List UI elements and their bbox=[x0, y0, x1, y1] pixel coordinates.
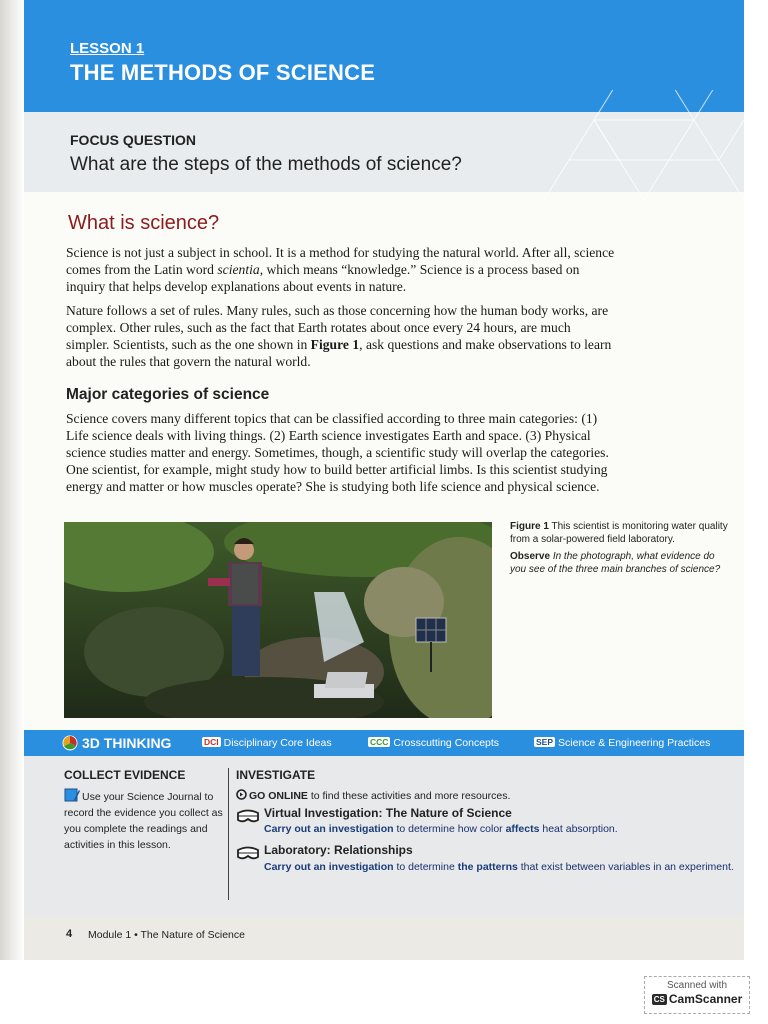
paragraph-text: Nature follows a set of rules. Many rules, such as those concerning how the human body works, are complex. Other rules, such as the fact that Earth rotates about once every 24 hours, are much simpler. Scientists, such as the one shown in bbox=[66, 303, 609, 352]
dci-label: Disciplinary Core Ideas bbox=[223, 737, 332, 749]
ccc-tag bbox=[368, 730, 499, 756]
desc-text: to determine how color bbox=[393, 823, 506, 835]
watermark-line2 bbox=[645, 992, 749, 1006]
3d-thinking-bar bbox=[24, 730, 744, 756]
watermark-brand: CamScanner bbox=[668, 992, 743, 1006]
concept-phrase: affects bbox=[505, 823, 540, 835]
page-footer bbox=[24, 916, 744, 960]
focus-question-text: What are the steps of the methods of science? bbox=[70, 154, 462, 175]
figure-caption bbox=[510, 520, 730, 576]
collect-evidence-heading: COLLECT EVIDENCE bbox=[64, 768, 186, 782]
desc-text: heat absorption. bbox=[539, 823, 618, 835]
safety-goggles-icon bbox=[236, 844, 260, 862]
investigate-heading: INVESTIGATE bbox=[236, 768, 316, 782]
ccc-badge: CCC bbox=[370, 737, 389, 747]
practice-phrase: Carry out an investigation bbox=[264, 823, 394, 835]
laboratory-desc bbox=[264, 861, 734, 873]
camscanner-logo-icon: CS bbox=[653, 995, 665, 1004]
concept-phrase: the patterns bbox=[457, 861, 518, 873]
figure-caption-text: This scientist is monitoring water quality from a solar-powered field laboratory. bbox=[510, 521, 728, 545]
lesson-number: LESSON 1 bbox=[70, 40, 145, 57]
desc-text: that exist between variables in an experiment. bbox=[517, 861, 734, 873]
go-online-text: to find these activities and more resources. bbox=[307, 790, 511, 802]
3d-thinking-title: 3D THINKING bbox=[82, 735, 172, 751]
figure-reference: Figure 1 bbox=[310, 337, 360, 352]
camscanner-watermark bbox=[644, 976, 750, 1014]
go-online-line bbox=[236, 789, 510, 802]
observe-label: Observe bbox=[510, 551, 551, 562]
virtual-investigation-title[interactable]: Virtual Investigation: The Nature of Science bbox=[264, 806, 512, 820]
3d-thinking-logo-icon bbox=[62, 735, 78, 751]
latin-term: scientia bbox=[217, 262, 260, 277]
paragraph-nature-rules bbox=[66, 302, 616, 370]
science-journal-icon bbox=[64, 788, 80, 802]
section-heading-what-is-science: What is science? bbox=[68, 212, 220, 234]
sep-label: Science & Engineering Practices bbox=[558, 737, 711, 749]
dci-badge: DCI bbox=[204, 737, 219, 747]
go-online-icon bbox=[236, 789, 247, 800]
virtual-investigation-desc bbox=[264, 823, 618, 835]
scientist-field-lab-photo bbox=[64, 522, 492, 718]
page-edge-shadow bbox=[0, 0, 24, 960]
go-online-link[interactable]: GO ONLINE bbox=[249, 790, 308, 802]
ccc-label: Crosscutting Concepts bbox=[393, 737, 500, 749]
sep-tag bbox=[534, 730, 710, 756]
triangle-pattern-decoration bbox=[504, 90, 744, 200]
module-name: Module 1 • The Nature of Science bbox=[88, 929, 245, 941]
desc-text: to determine bbox=[393, 861, 458, 873]
paragraph-text: Science is not just a subject in school. It is a method for studying the natural world. After all, science comes from the Latin word bbox=[66, 245, 615, 277]
lesson-title: THE METHODS OF SCIENCE bbox=[70, 60, 376, 85]
sep-badge: SEP bbox=[536, 737, 554, 747]
watermark-line1: Scanned with bbox=[666, 980, 728, 991]
practice-phrase: Carry out an investigation bbox=[264, 861, 394, 873]
paragraph-science-definition bbox=[66, 244, 616, 295]
textbook-page bbox=[24, 0, 744, 960]
observe-question: In the photograph, what evidence do you see of the three main branches of science? bbox=[510, 551, 721, 575]
paragraph-text: , ask questions and make observations to learn about the rules that govern the natural world. bbox=[66, 337, 612, 369]
paragraph-text: , which means “knowledge.” Science is a process based on inquiry that helps develop explanations about events in nature. bbox=[66, 262, 580, 294]
laboratory-title[interactable]: Laboratory: Relationships bbox=[264, 843, 413, 857]
focus-question-label: FOCUS QUESTION bbox=[70, 132, 197, 148]
paragraph-major-categories: Science covers many different topics that can be classified according to three main categories: (1) Life science deals with living things. (2) Earth science investigates Earth and space. (3) Physical science studies matter and energy. Sometimes, though, a scientific study will overlap the categories. One scientist, for example, might study how to build better artificial limbs. Is this scientist studying energy and matter or how muscles operate? She is studying both life science and physical science. bbox=[66, 411, 609, 494]
collect-evidence-body: Use your Science Journal to record the evidence you collect as you complete the readings and activities in this lesson. bbox=[64, 791, 223, 851]
page-number: 4 bbox=[66, 928, 73, 940]
dci-tag bbox=[202, 730, 332, 756]
collect-evidence-text bbox=[64, 788, 224, 853]
safety-goggles-icon bbox=[236, 807, 260, 825]
section-heading-major-categories: Major categories of science bbox=[66, 386, 270, 403]
column-divider bbox=[228, 768, 229, 900]
figure-label: Figure 1 bbox=[510, 521, 549, 532]
